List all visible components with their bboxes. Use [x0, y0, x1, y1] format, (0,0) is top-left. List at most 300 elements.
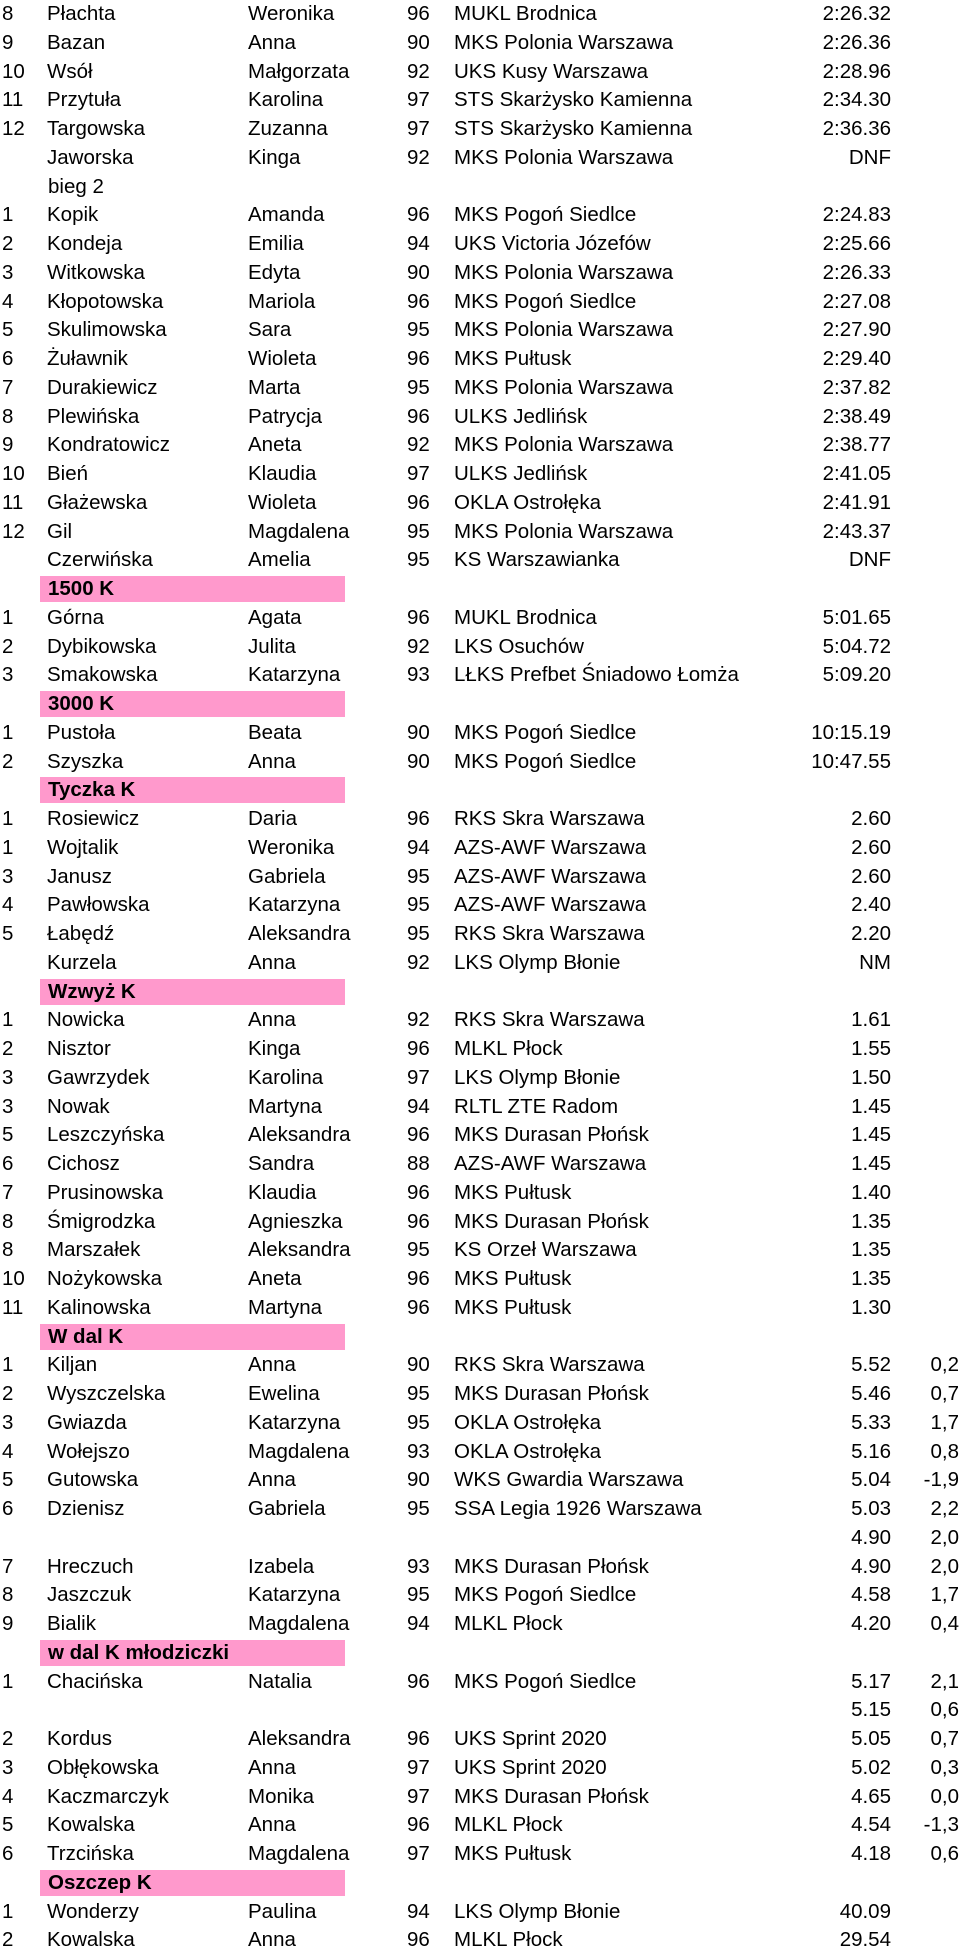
place-cell: 2	[2, 634, 14, 658]
last-name-cell: Kalinowska	[47, 1295, 151, 1319]
result-cell: 2.60	[851, 864, 891, 888]
result-cell: 5.05	[851, 1727, 891, 1750]
result-row	[0, 201, 960, 230]
result-cell: 5.02	[851, 1755, 891, 1779]
club-cell: MKS Polonia Warszawa	[454, 375, 674, 399]
section-title: 3000 K	[48, 692, 115, 715]
result-row	[0, 1438, 960, 1467]
first-name-cell: Emilia	[248, 232, 304, 255]
first-name-cell: Sara	[248, 318, 292, 342]
result-row	[0, 1006, 960, 1035]
result-row	[0, 949, 960, 978]
birth-year-cell: 97	[407, 117, 430, 140]
first-name-cell: Daria	[248, 807, 297, 830]
club-cell: RKS Skra Warszawa	[454, 922, 645, 945]
birth-year-cell: 88	[407, 1152, 430, 1175]
place-cell: 6	[2, 1497, 14, 1520]
last-name-cell: Górna	[47, 605, 104, 629]
place-cell: 9	[2, 30, 14, 54]
wind-cell: 0,2	[930, 1353, 959, 1377]
result-cell: 1.35	[851, 1238, 891, 1262]
last-name-cell: Kłopotowska	[47, 289, 164, 313]
birth-year-cell: 92	[407, 634, 430, 658]
result-cell: 1.55	[851, 1037, 891, 1060]
last-name-cell: Wołejszo	[47, 1439, 130, 1463]
birth-year-cell: 96	[407, 1209, 430, 1233]
birth-year-cell: 96	[407, 2, 430, 25]
birth-year-cell: 95	[407, 1497, 430, 1520]
result-row	[0, 719, 960, 748]
birth-year-cell: 95	[407, 1583, 430, 1607]
result-row	[0, 374, 960, 403]
result-cell: 2:24.83	[822, 203, 891, 227]
wind-cell: -1,9	[923, 1468, 959, 1492]
result-row	[0, 1725, 960, 1754]
first-name-cell: Katarzyna	[248, 1410, 341, 1434]
place-cell: 12	[2, 519, 25, 543]
place-cell: 1	[2, 835, 14, 859]
place-cell: 10	[2, 59, 25, 83]
birth-year-cell: 94	[407, 232, 430, 255]
last-name-cell: Wonderzy	[47, 1899, 139, 1923]
birth-year-cell: 95	[407, 922, 430, 945]
place-cell: 2	[2, 1037, 14, 1060]
club-cell: MKS Pułtusk	[454, 1267, 572, 1290]
result-cell: 2:34.30	[822, 88, 891, 112]
place-cell: 2	[2, 232, 14, 255]
place-cell: 2	[2, 1928, 14, 1952]
result-row	[0, 1783, 960, 1812]
birth-year-cell: 95	[407, 1238, 430, 1262]
result-row	[0, 1208, 960, 1237]
place-cell: 1	[2, 605, 14, 629]
birth-year-cell: 96	[407, 203, 430, 227]
section-title: 1500 K	[48, 577, 115, 600]
last-name-cell: Smakowska	[47, 663, 158, 687]
first-name-cell: Wioleta	[248, 490, 317, 514]
first-name-cell: Agata	[248, 605, 302, 629]
place-cell: 3	[2, 663, 14, 687]
result-row	[0, 1409, 960, 1438]
club-cell: MKS Durasan Płońsk	[454, 1209, 649, 1233]
result-cell: 4.90	[851, 1554, 891, 1578]
wind-cell: 0,6	[930, 1698, 959, 1722]
result-row	[0, 1466, 960, 1495]
result-cell: 2:27.08	[822, 289, 891, 313]
last-name-cell: Bazan	[47, 30, 106, 54]
first-name-cell: Aneta	[248, 433, 302, 457]
last-name-cell: Hreczuch	[47, 1554, 134, 1578]
club-cell: MUKL Brodnica	[454, 605, 597, 629]
club-cell: MKS Pułtusk	[454, 1842, 572, 1865]
place-cell: 8	[2, 1209, 14, 1233]
result-row	[0, 920, 960, 949]
first-name-cell: Anna	[248, 1008, 296, 1032]
first-name-cell: Aleksandra	[248, 1727, 351, 1750]
result-row	[0, 1668, 960, 1697]
club-cell: MLKL Płock	[454, 1928, 563, 1952]
club-cell: MKS Pułtusk	[454, 347, 572, 370]
result-cell: 5.03	[851, 1497, 891, 1520]
result-row	[0, 86, 960, 115]
place-cell: 4	[2, 893, 14, 917]
result-row	[0, 1035, 960, 1064]
club-cell: ULKS Jedlińsk	[454, 404, 588, 428]
first-name-cell: Klaudia	[248, 1180, 317, 1204]
first-name-cell: Anna	[248, 950, 296, 974]
first-name-cell: Małgorzata	[248, 59, 350, 83]
wind-cell: 0,7	[930, 1727, 959, 1750]
last-name-cell: Czerwińska	[47, 548, 153, 572]
result-row	[0, 834, 960, 863]
club-cell: AZS-AWF Warszawa	[454, 864, 647, 888]
result-cell: 2:38.49	[822, 404, 891, 428]
result-row	[0, 230, 960, 259]
first-name-cell: Gabriela	[248, 1497, 326, 1520]
place-cell: 10	[2, 462, 25, 485]
section-title: Tyczka K	[48, 778, 136, 802]
birth-year-cell: 97	[407, 1065, 430, 1089]
result-row	[0, 891, 960, 920]
last-name-cell: Bialik	[47, 1612, 96, 1635]
first-name-cell: Aneta	[248, 1267, 302, 1290]
birth-year-cell: 92	[407, 1008, 430, 1032]
first-name-cell: Weronika	[248, 835, 335, 859]
last-name-cell: Kowalska	[47, 1813, 135, 1837]
birth-year-cell: 97	[407, 1842, 430, 1865]
last-name-cell: Witkowska	[47, 260, 145, 284]
first-name-cell: Anna	[248, 1353, 296, 1377]
last-name-cell: Gwiazda	[47, 1410, 127, 1434]
birth-year-cell: 97	[407, 1755, 430, 1779]
result-row	[0, 489, 960, 518]
place-cell: 6	[2, 1842, 14, 1865]
place-cell: 4	[2, 1784, 14, 1808]
place-cell: 3	[2, 1410, 14, 1434]
result-row	[0, 1495, 960, 1524]
first-name-cell: Amelia	[248, 548, 311, 572]
last-name-cell: Kopik	[47, 203, 99, 227]
last-name-cell: Łabędź	[47, 922, 115, 945]
first-name-cell: Katarzyna	[248, 1583, 341, 1607]
result-cell: 4.18	[851, 1842, 891, 1865]
birth-year-cell: 95	[407, 1410, 430, 1434]
result-cell: 5:01.65	[822, 605, 891, 629]
place-cell: 5	[2, 318, 14, 342]
section-header	[0, 978, 960, 1007]
last-name-cell: Skulimowska	[47, 318, 167, 342]
club-cell: RLTL ZTE Radom	[454, 1094, 619, 1118]
place-cell: 1	[2, 720, 14, 744]
club-cell: OKLA Ostrołęka	[454, 1410, 601, 1434]
result-cell: 4.54	[851, 1813, 891, 1837]
last-name-cell: Janusz	[47, 864, 112, 888]
last-name-cell: Pustoła	[47, 720, 116, 744]
result-row	[0, 1553, 960, 1582]
result-cell: 5:04.72	[822, 634, 891, 658]
heat-label-row	[0, 173, 960, 202]
last-name-cell: Wyszczelska	[47, 1382, 166, 1405]
first-name-cell: Izabela	[248, 1554, 315, 1578]
result-row	[0, 1696, 960, 1725]
club-cell: MKS Pogoń Siedlce	[454, 720, 637, 744]
birth-year-cell: 96	[407, 1669, 430, 1693]
place-cell: 6	[2, 347, 14, 370]
place-cell: 3	[2, 260, 14, 284]
wind-cell: 1,7	[930, 1583, 959, 1607]
birth-year-cell: 90	[407, 30, 430, 54]
birth-year-cell: 96	[407, 1813, 430, 1837]
result-row	[0, 546, 960, 575]
place-cell: 7	[2, 1180, 14, 1204]
last-name-cell: Gil	[47, 519, 73, 543]
last-name-cell: Targowska	[47, 117, 145, 140]
club-cell: LKS Olymp Błonie	[454, 950, 621, 974]
first-name-cell: Zuzanna	[248, 117, 328, 140]
wind-cell: 0,8	[930, 1439, 959, 1463]
birth-year-cell: 96	[407, 490, 430, 514]
last-name-cell: Prusinowska	[47, 1180, 164, 1204]
last-name-cell: Kurzela	[47, 950, 117, 974]
club-cell: LKS Olymp Błonie	[454, 1899, 621, 1923]
place-cell: 1	[2, 1899, 14, 1923]
result-cell: 2:38.77	[822, 433, 891, 457]
last-name-cell: Nowicka	[47, 1008, 125, 1032]
club-cell: AZS-AWF Warszawa	[454, 835, 647, 859]
result-row	[0, 115, 960, 144]
result-row	[0, 288, 960, 317]
last-name-cell: Kowalska	[47, 1928, 135, 1952]
first-name-cell: Martyna	[248, 1094, 323, 1118]
result-row	[0, 1524, 960, 1553]
last-name-cell: Jaszczuk	[47, 1583, 132, 1607]
result-cell: 2:28.96	[822, 59, 891, 83]
place-cell: 4	[2, 289, 14, 313]
first-name-cell: Aleksandra	[248, 1123, 351, 1147]
birth-year-cell: 93	[407, 1554, 430, 1578]
wind-cell: 2,0	[930, 1525, 959, 1549]
last-name-cell: Kiljan	[47, 1353, 98, 1377]
last-name-cell: Gutowska	[47, 1468, 139, 1492]
result-row	[0, 661, 960, 690]
last-name-cell: Szyszka	[47, 749, 124, 773]
first-name-cell: Natalia	[248, 1669, 312, 1693]
birth-year-cell: 95	[407, 318, 430, 342]
result-cell: 2:37.82	[822, 375, 891, 399]
birth-year-cell: 97	[407, 462, 430, 485]
last-name-cell: Nożykowska	[47, 1267, 163, 1290]
result-row	[0, 518, 960, 547]
result-cell: 2:41.91	[822, 490, 891, 514]
result-row	[0, 604, 960, 633]
result-row	[0, 0, 960, 29]
birth-year-cell: 96	[407, 605, 430, 629]
wind-cell: 2,1	[930, 1669, 959, 1693]
first-name-cell: Edyta	[248, 260, 301, 284]
first-name-cell: Magdalena	[248, 1612, 350, 1635]
club-cell: LŁKS Prefbet Śniadowo Łomża	[454, 663, 739, 687]
result-row	[0, 345, 960, 374]
place-cell: 11	[2, 490, 24, 514]
club-cell: OKLA Ostrołęka	[454, 490, 601, 514]
heat-label: bieg 2	[48, 174, 104, 198]
club-cell: MKS Pułtusk	[454, 1295, 572, 1319]
first-name-cell: Anna	[248, 1813, 296, 1837]
place-cell: 1	[2, 1669, 14, 1693]
birth-year-cell: 95	[407, 519, 430, 543]
result-cell: NM	[859, 950, 891, 974]
first-name-cell: Monika	[248, 1784, 315, 1808]
club-cell: UKS Sprint 2020	[454, 1727, 607, 1750]
place-cell: 1	[2, 203, 14, 227]
birth-year-cell: 96	[407, 1295, 430, 1319]
birth-year-cell: 95	[407, 1382, 430, 1405]
result-cell: 5:09.20	[822, 663, 891, 687]
club-cell: MKS Polonia Warszawa	[454, 30, 674, 54]
last-name-cell: Głażewska	[47, 490, 148, 514]
last-name-cell: Kordus	[47, 1727, 112, 1750]
first-name-cell: Karolina	[248, 88, 324, 112]
club-cell: KS Orzeł Warszawa	[454, 1238, 637, 1262]
birth-year-cell: 93	[407, 1439, 430, 1463]
result-cell: 2:25.66	[822, 232, 891, 255]
birth-year-cell: 96	[407, 1180, 430, 1204]
birth-year-cell: 95	[407, 864, 430, 888]
club-cell: ULKS Jedlińsk	[454, 462, 588, 485]
club-cell: MKS Durasan Płońsk	[454, 1123, 649, 1147]
wind-cell: 0,0	[930, 1784, 959, 1808]
result-cell: DNF	[848, 548, 891, 572]
place-cell: 9	[2, 433, 14, 457]
result-cell: 1.35	[851, 1209, 891, 1233]
birth-year-cell: 96	[407, 807, 430, 830]
result-cell: 5.52	[851, 1353, 891, 1377]
result-row	[0, 431, 960, 460]
result-row	[0, 29, 960, 58]
wind-cell: 0,3	[930, 1755, 959, 1779]
club-cell: MKS Polonia Warszawa	[454, 145, 674, 169]
last-name-cell: Leszczyńska	[47, 1123, 165, 1147]
place-cell: 1	[2, 1008, 14, 1032]
result-cell: 1.40	[851, 1180, 891, 1204]
first-name-cell: Aleksandra	[248, 922, 351, 945]
result-cell: 10:15.19	[811, 720, 891, 744]
place-cell: 5	[2, 922, 14, 945]
birth-year-cell: 92	[407, 433, 430, 457]
last-name-cell: Kaczmarczyk	[47, 1784, 169, 1808]
club-cell: LKS Osuchów	[454, 634, 584, 658]
place-cell: 1	[2, 807, 14, 830]
first-name-cell: Agnieszka	[248, 1209, 343, 1233]
birth-year-cell: 96	[407, 1928, 430, 1952]
last-name-cell: Cichosz	[47, 1152, 120, 1175]
place-cell: 12	[2, 117, 25, 140]
result-cell: 5.33	[851, 1410, 891, 1434]
last-name-cell: Płachta	[47, 2, 116, 25]
result-row	[0, 259, 960, 288]
club-cell: LKS Olymp Błonie	[454, 1065, 621, 1089]
place-cell: 1	[2, 1353, 14, 1377]
first-name-cell: Sandra	[248, 1152, 315, 1175]
club-cell: UKS Sprint 2020	[454, 1755, 607, 1779]
first-name-cell: Weronika	[248, 2, 335, 25]
result-cell: 5.04	[851, 1468, 891, 1492]
club-cell: MKS Pogoń Siedlce	[454, 203, 637, 227]
place-cell: 5	[2, 1813, 14, 1837]
last-name-cell: Żuławnik	[47, 347, 128, 370]
result-row	[0, 633, 960, 662]
birth-year-cell: 93	[407, 663, 430, 687]
result-row	[0, 460, 960, 489]
last-name-cell: Przytuła	[47, 88, 122, 112]
last-name-cell: Trzcińska	[47, 1842, 134, 1865]
birth-year-cell: 95	[407, 548, 430, 572]
wind-cell: -1,3	[923, 1813, 959, 1837]
result-cell: 1.50	[851, 1065, 891, 1089]
result-row	[0, 1610, 960, 1639]
result-row	[0, 1811, 960, 1840]
result-cell: 2:26.32	[822, 2, 891, 25]
result-cell: 10:47.55	[811, 749, 891, 773]
wind-cell: 2,0	[930, 1554, 959, 1578]
result-cell: DNF	[848, 145, 891, 169]
first-name-cell: Gabriela	[248, 864, 326, 888]
last-name-cell: Durakiewicz	[47, 375, 158, 399]
result-cell: 2:26.36	[822, 30, 891, 54]
club-cell: KS Warszawianka	[454, 548, 620, 572]
club-cell: MKS Pułtusk	[454, 1180, 572, 1204]
place-cell: 7	[2, 375, 14, 399]
result-cell: 2:36.36	[822, 117, 891, 140]
last-name-cell: Dybikowska	[47, 634, 157, 658]
club-cell: MLKL Płock	[454, 1037, 563, 1060]
birth-year-cell: 97	[407, 88, 430, 112]
last-name-cell: Dzienisz	[47, 1497, 125, 1520]
section-header	[0, 1639, 960, 1668]
last-name-cell: Plewińska	[47, 404, 140, 428]
birth-year-cell: 96	[407, 347, 430, 370]
club-cell: STS Skarżysko Kamienna	[454, 117, 693, 140]
club-cell: AZS-AWF Warszawa	[454, 893, 647, 917]
club-cell: MKS Durasan Płońsk	[454, 1784, 649, 1808]
club-cell: MKS Polonia Warszawa	[454, 433, 674, 457]
result-cell: 2:41.05	[822, 462, 891, 485]
result-row	[0, 1380, 960, 1409]
place-cell: 8	[2, 404, 14, 428]
first-name-cell: Katarzyna	[248, 663, 341, 687]
first-name-cell: Magdalena	[248, 519, 350, 543]
result-cell: 2:29.40	[822, 347, 891, 370]
club-cell: SSA Legia 1926 Warszawa	[454, 1497, 702, 1520]
last-name-cell: Rosiewicz	[47, 807, 140, 830]
result-row	[0, 1754, 960, 1783]
first-name-cell: Anna	[248, 30, 296, 54]
result-cell: 2:27.90	[822, 318, 891, 342]
result-cell: 5.15	[851, 1698, 891, 1722]
place-cell: 8	[2, 2, 14, 25]
club-cell: UKS Victoria Józefów	[454, 232, 651, 255]
result-row	[0, 403, 960, 432]
club-cell: MLKL Płock	[454, 1612, 563, 1635]
first-name-cell: Martyna	[248, 1295, 323, 1319]
club-cell: STS Skarżysko Kamienna	[454, 88, 693, 112]
section-title: Oszczep K	[48, 1870, 152, 1894]
birth-year-cell: 90	[407, 720, 430, 744]
result-cell: 4.58	[851, 1583, 891, 1607]
result-row	[0, 1840, 960, 1869]
birth-year-cell: 92	[407, 59, 430, 83]
place-cell: 11	[2, 88, 24, 112]
